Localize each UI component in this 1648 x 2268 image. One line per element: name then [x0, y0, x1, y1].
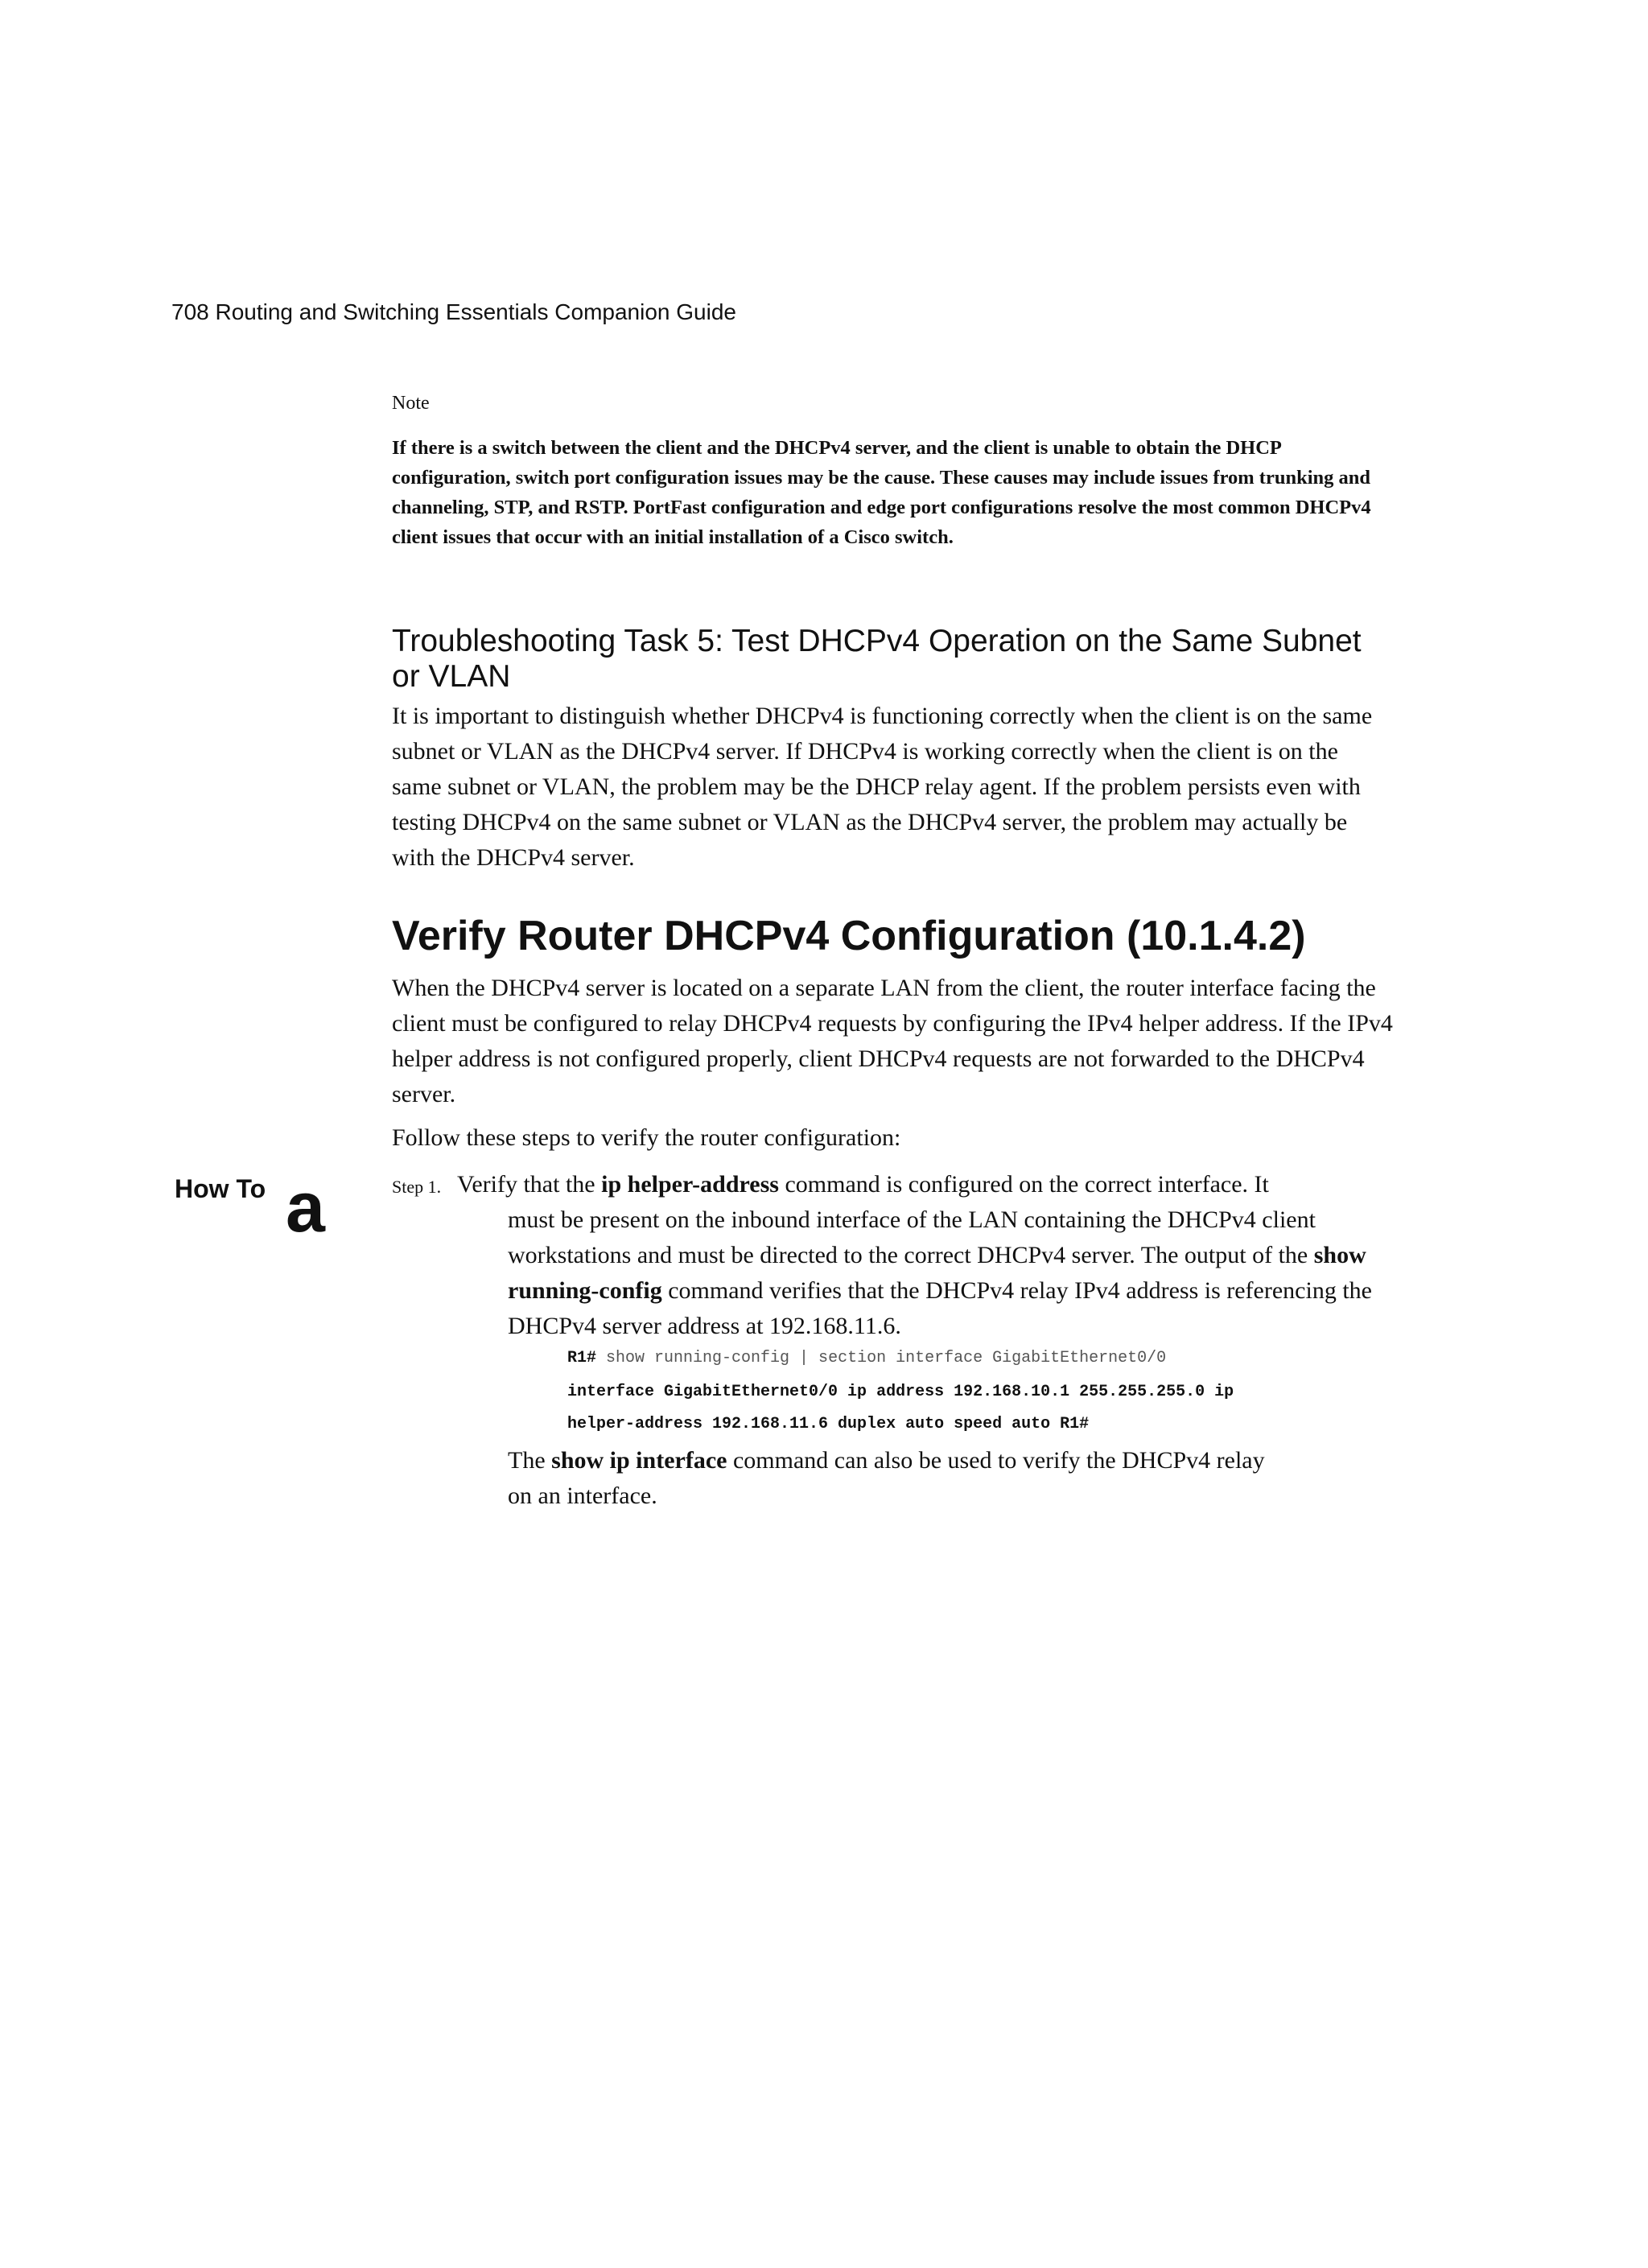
command-show-running-config: show running-config — [508, 1242, 1366, 1304]
step-first-line — [457, 1167, 1269, 1202]
note-body: If there is a switch between the client and the DHCPv4 server, and the client is unable to obtain the DHCP configuration, switch port configuration issues may be the cause. These causes may include issues from trunking and channeling, STP, and RSTP. PortFast configuration and edge port configurations resolve the most common DHCPv4 client issues that occur with an initial installation of a Cisco switch. — [392, 437, 1371, 548]
code-line — [567, 1349, 1166, 1367]
step-number: Step 1. — [392, 1177, 442, 1197]
note-label: Note — [392, 393, 430, 414]
code-command: show running-config | section interface GigabitEthernet0/0 — [596, 1349, 1167, 1367]
running-head: 708 Routing and Switching Essentials Companion Guide — [171, 299, 736, 324]
show-ip-text: on an interface. — [508, 1482, 657, 1509]
code-line: helper-address 192.168.11.6 duplex auto speed auto R1# — [567, 1415, 1090, 1433]
task5-paragraph: It is important to distinguish whether DHCPv4 is functioning correctly when the client is on the same subnet or VLAN as the DHCPv4 server. If DHCPv4 is working correctly when the client is on the same subnet or VLAN, the problem may be the DHCP relay agent. If the problem persists even with testing DHCPv4 on the same subnet or VLAN as the DHCPv4 server, the problem may actually be with the DHCPv4 server. — [392, 703, 1373, 871]
verify-paragraph: When the DHCPv4 server is located on a separate LAN from the client, the router interface facing the client must be configured to relay DHCPv4 requests by configuring the IPv4 helper address. If the IPv4 helper address is not configured properly, client DHCPv4 requests are not forwarded to the DHCPv4 server. — [392, 975, 1393, 1107]
command-show-ip-interface: show ip interface — [551, 1447, 727, 1474]
step-text: Verify that the — [457, 1171, 602, 1198]
task5-heading: Troubleshooting Task 5: Test DHCPv4 Operation on the Same Subnet or VLAN — [392, 624, 1362, 694]
verify-heading: Verify Router DHCPv4 Configuration (10.1.4.2) — [392, 913, 1306, 959]
step-text: command verifies that the DHCPv4 relay IPv4 address is referencing the DHCPv4 server address at 192.168.11.6. — [508, 1277, 1372, 1339]
show-ip-text: command can also be used to verify the DHCPv4 relay — [727, 1447, 1265, 1474]
step-text: command is configured on the correct interface. It — [778, 1171, 1269, 1198]
show-ip-text: The — [508, 1447, 552, 1474]
how-to-label: How To — [175, 1174, 266, 1203]
how-to-icon: a — [286, 1167, 325, 1247]
step-text: must be present on the inbound interface of the LAN containing the DHCPv4 client workstations and must be directed to the correct DHCPv4 server. The output of the — [508, 1206, 1316, 1268]
command-ip-helper-address: ip helper-address — [601, 1171, 779, 1198]
step-body — [508, 1202, 1393, 1344]
code-prompt: R1# — [567, 1349, 597, 1367]
code-line: interface GigabitEthernet0/0 ip address 192.168.10.1 255.255.255.0 ip — [567, 1383, 1234, 1401]
follow-steps-text: Follow these steps to verify the router configuration: — [392, 1124, 901, 1151]
show-ip-paragraph — [508, 1443, 1393, 1514]
